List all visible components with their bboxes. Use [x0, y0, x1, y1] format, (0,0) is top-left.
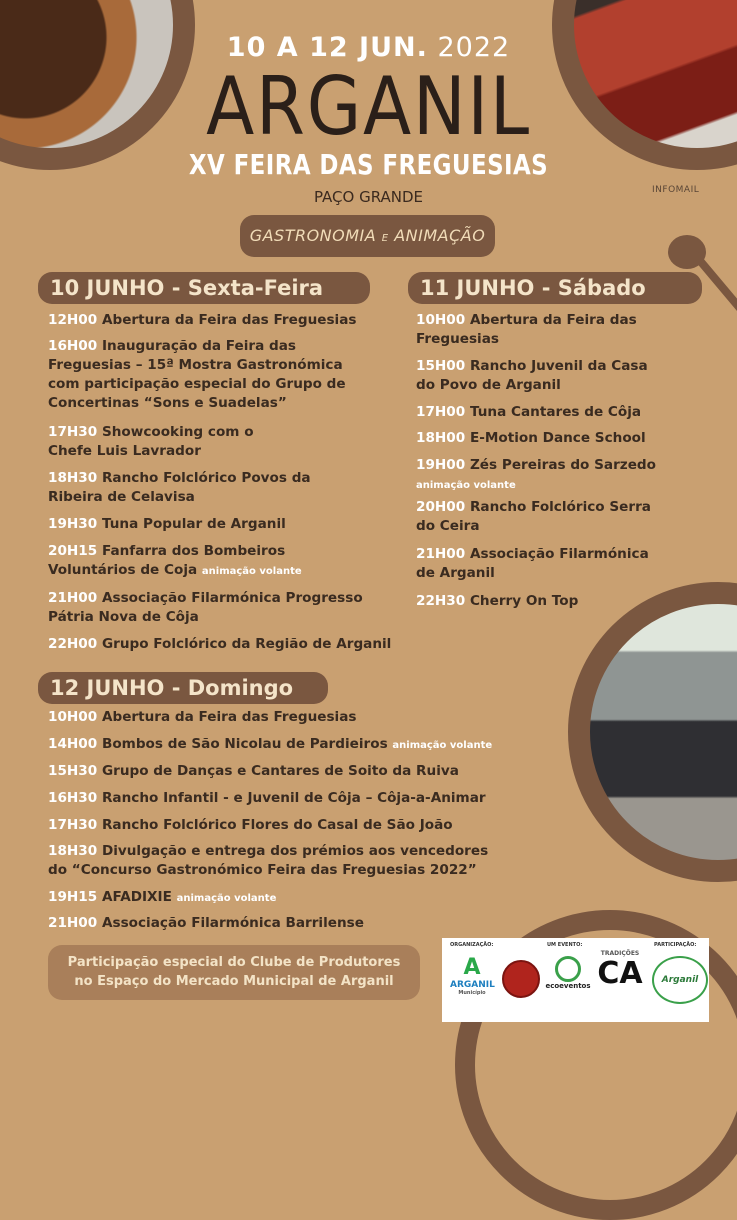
- event-item: 14H00 Bombos de São Nicolau de Pardieiros animação volante: [48, 736, 493, 752]
- event-item: 21H00 Associação Filarmónica Barrilense: [48, 915, 364, 931]
- day-header-saturday: 11 JUNHO - Sábado: [408, 272, 702, 304]
- event-item: 15H30 Grupo de Danças e Cantares de Soito da Ruiva: [48, 763, 459, 779]
- event-item: 19H30 Tuna Popular de Arganil: [48, 516, 286, 532]
- coat-of-arms-logo: [502, 960, 540, 998]
- event-place: PAÇO GRANDE: [313, 188, 424, 206]
- event-item: 19H00 Zés Pereiras do Sarzedo animação volante: [416, 457, 656, 491]
- event-item: 10H00 Abertura da Feira das Freguesias: [48, 709, 357, 725]
- event-item: 19H15 AFADIXIE animação volante: [48, 889, 277, 905]
- participation-label: PARTICIPAÇÃO:: [654, 942, 697, 948]
- dancers-photo-circle: [568, 582, 737, 882]
- event-item: 12H00 Abertura da Feira das Freguesias: [48, 312, 357, 328]
- event-item: 20H15 Fanfarra dos Bombeiros Voluntários de Coja animação volante: [48, 543, 302, 578]
- organization-label: ORGANIZAÇÃO:: [450, 942, 494, 948]
- arganil-logo: A ARGANIL Município: [450, 955, 495, 996]
- arganil-producers-logo: Arganil: [652, 956, 708, 1004]
- event-item: 18H30 Divulgação e entrega dos prémios aos vencedores do “Concurso Gastronómico Feira das Freguesias 2022”: [48, 843, 489, 878]
- infomail-label: INFOMAIL: [652, 185, 700, 195]
- event-dates: 10 A 12 JUN. 2022: [226, 32, 511, 63]
- event-item: 20H00 Rancho Folclórico Serra do Ceira: [416, 499, 651, 534]
- special-participation-banner: Participação especial do Clube de Produtores no Espaço do Mercado Municipal de Arganil: [48, 945, 420, 1000]
- ecoeventos-logo: ecoeventos: [544, 956, 592, 990]
- event-item: 10H00 Abertura da Feira das Freguesias: [416, 312, 637, 347]
- theme-banner: GASTRONOMIA E ANIMAÇÃO: [240, 215, 495, 257]
- event-item: 18H30 Rancho Folclórico Povos da Ribeira de Celavisa: [48, 470, 311, 505]
- event-subtitle: XV FEIRA DAS FREGUESIAS: [188, 148, 549, 181]
- sponsor-logos: [442, 938, 709, 1022]
- event-item: 18H00 E-Motion Dance School: [416, 430, 646, 446]
- ca-logo: TRADIÇÕES CA: [597, 950, 643, 991]
- day-header-sunday: 12 JUNHO - Domingo: [38, 672, 328, 704]
- event-item: 17H30 Rancho Folclórico Flores do Casal de São João: [48, 817, 453, 833]
- page-title: ARGANIL: [206, 60, 531, 153]
- event-item: 15H00 Rancho Juvenil da Casa do Povo de Arganil: [416, 358, 648, 393]
- event-item: 21H00 Associação Filarmónica de Arganil: [416, 546, 649, 581]
- event-item: 16H00 Inauguração da Feira das Freguesias – 15ª Mostra Gastronómica com participação especial do Grupo de Concertinas “Sons e Suadelas”: [48, 338, 346, 411]
- event-item: 17H30 Showcooking com o Chefe Luis Lavrador: [48, 424, 254, 459]
- event-label: UM EVENTO:: [547, 942, 583, 948]
- event-item: 22H30 Cherry On Top: [416, 593, 579, 609]
- event-item: 21H00 Associação Filarmónica Progresso Pátria Nova de Côja: [48, 590, 363, 625]
- event-item: 22H00 Grupo Folclórico da Região de Arganil: [48, 636, 392, 652]
- day-header-friday: 10 JUNHO - Sexta-Feira: [38, 272, 370, 304]
- event-item: 16H30 Rancho Infantil - e Juvenil de Côja – Côja-a-Animar: [48, 790, 486, 806]
- event-item: 17H00 Tuna Cantares de Côja: [416, 404, 642, 420]
